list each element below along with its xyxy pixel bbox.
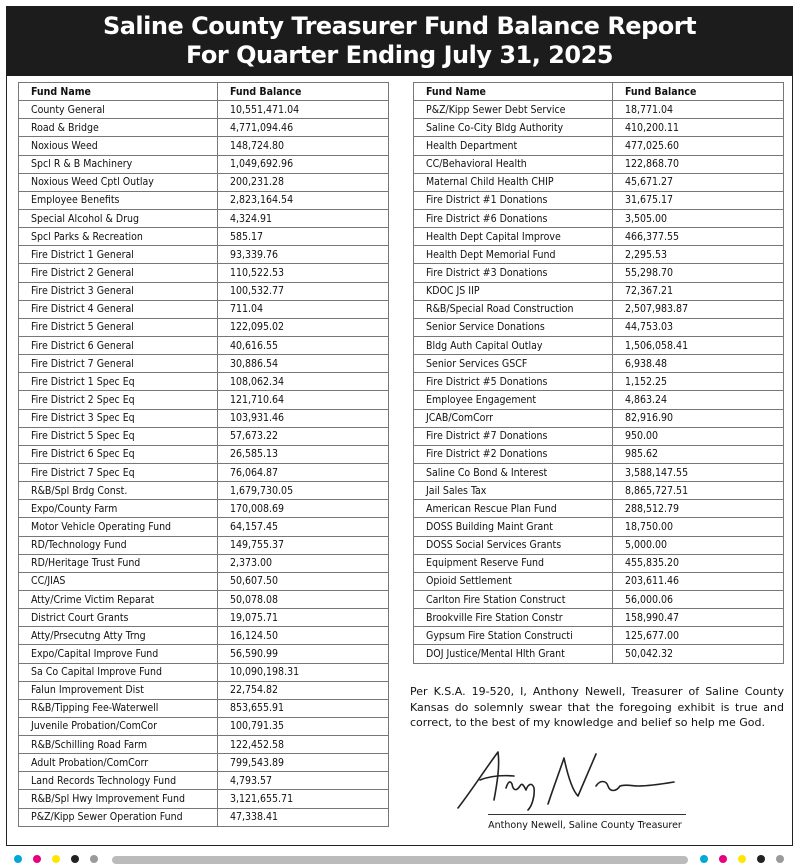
fund-name-cell: Saline Co Bond & Interest <box>414 463 613 481</box>
fund-name-cell: District Court Grants <box>19 609 218 627</box>
table-row <box>414 627 784 645</box>
fund-name-cell: Spcl Parks & Recreation <box>19 228 218 246</box>
table-row <box>414 173 784 191</box>
registration-dot <box>90 855 98 863</box>
fund-balance-cell: 148,724.80 <box>218 137 389 155</box>
table-row <box>19 663 389 681</box>
fund-name-cell: County General <box>19 101 218 119</box>
fund-name-cell: P&Z/Kipp Sewer Debt Service <box>414 101 613 119</box>
fund-balance-cell: 288,512.79 <box>613 500 784 518</box>
table-row <box>19 627 389 645</box>
table-row <box>414 482 784 500</box>
table-row <box>19 119 389 137</box>
table-row <box>19 590 389 608</box>
fund-balance-cell: 64,157.45 <box>218 518 389 536</box>
fund-name-cell: P&Z/Kipp Sewer Operation Fund <box>19 808 218 826</box>
fund-balance-cell: 10,090,198.31 <box>218 663 389 681</box>
table-row <box>414 155 784 173</box>
fund-name-cell: JCAB/ComCorr <box>414 409 613 427</box>
fund-name-cell: Fire District 2 Spec Eq <box>19 391 218 409</box>
table-row <box>19 463 389 481</box>
table-row <box>414 445 784 463</box>
attestation-statement: Per K.S.A. 19-520, I, Anthony Newell, Treasurer of Saline County Kansas do solemnly swear that the foregoing exhibit is true and correct, to the best of my knowledge and belief so help me God. <box>410 685 784 729</box>
fund-name-cell: DOJ Justice/Mental Hlth Grant <box>414 645 613 663</box>
fund-balance-cell: 4,771,094.46 <box>218 119 389 137</box>
table-row <box>414 373 784 391</box>
fund-name-cell: Sa Co Capital Improve Fund <box>19 663 218 681</box>
fund-balance-cell: 149,755.37 <box>218 536 389 554</box>
fund-balance-cell: 2,373.00 <box>218 554 389 572</box>
fund-name-cell: Fire District 5 General <box>19 318 218 336</box>
fund-name-cell: Fire District 1 Spec Eq <box>19 373 218 391</box>
fund-name-cell: Fire District 6 General <box>19 336 218 354</box>
fund-balance-cell: 47,338.41 <box>218 808 389 826</box>
fund-name-cell: Fire District #1 Donations <box>414 191 613 209</box>
fund-balance-cell: 57,673.22 <box>218 427 389 445</box>
fund-balance-cell: 122,868.70 <box>613 155 784 173</box>
table-row <box>414 427 784 445</box>
fund-balance-cell: 799,543.89 <box>218 754 389 772</box>
fund-name-cell: Health Dept Memorial Fund <box>414 246 613 264</box>
table-row <box>414 355 784 373</box>
fund-balance-cell: 4,863.24 <box>613 391 784 409</box>
fund-balance-cell: 10,551,471.04 <box>218 101 389 119</box>
fund-balance-cell: 3,588,147.55 <box>613 463 784 481</box>
table-row <box>19 101 389 119</box>
table-row <box>414 500 784 518</box>
fund-balance-cell: 200,231.28 <box>218 173 389 191</box>
fund-balance-cell: 170,008.69 <box>218 500 389 518</box>
fund-balance-cell: 985.62 <box>613 445 784 463</box>
table-row <box>19 173 389 191</box>
column-header-fund-balance: Fund Balance <box>218 83 389 101</box>
fund-balance-cell: 410,200.11 <box>613 119 784 137</box>
table-row <box>19 355 389 373</box>
fund-name-cell: R&B/Spl Brdg Const. <box>19 482 218 500</box>
table-row <box>414 264 784 282</box>
table-row <box>19 264 389 282</box>
fund-balance-cell: 56,590.99 <box>218 645 389 663</box>
report-header <box>6 6 793 76</box>
fund-name-cell: Fire District 4 General <box>19 300 218 318</box>
registration-dot <box>776 855 784 863</box>
fund-name-cell: Fire District #6 Donations <box>414 209 613 227</box>
table-row <box>19 209 389 227</box>
fund-name-cell: Noxious Weed <box>19 137 218 155</box>
registration-bar <box>112 856 688 864</box>
table-row <box>19 373 389 391</box>
report-title: Saline County Treasurer Fund Balance Report <box>102 12 697 40</box>
table-row <box>19 282 389 300</box>
fund-balance-cell: 8,865,727.51 <box>613 482 784 500</box>
fund-name-cell: Spcl R & B Machinery <box>19 155 218 173</box>
fund-balance-cell: 55,298.70 <box>613 264 784 282</box>
table-row <box>19 137 389 155</box>
table-row <box>19 391 389 409</box>
fund-balance-cell: 2,295.53 <box>613 246 784 264</box>
fund-name-cell: Fire District #2 Donations <box>414 445 613 463</box>
fund-name-cell: American Rescue Plan Fund <box>414 500 613 518</box>
fund-balance-cell: 3,505.00 <box>613 209 784 227</box>
fund-name-cell: Fire District 7 Spec Eq <box>19 463 218 481</box>
fund-balance-cell: 103,931.46 <box>218 409 389 427</box>
table-row <box>414 518 784 536</box>
fund-balance-cell: 1,152.25 <box>613 373 784 391</box>
table-row <box>19 808 389 826</box>
fund-name-cell: R&B/Special Road Construction <box>414 300 613 318</box>
table-row <box>414 536 784 554</box>
fund-name-cell: Noxious Weed Cptl Outlay <box>19 173 218 191</box>
table-row <box>19 717 389 735</box>
fund-balance-cell: 711.04 <box>218 300 389 318</box>
fund-balance-cell: 122,095.02 <box>218 318 389 336</box>
fund-name-cell: Jail Sales Tax <box>414 482 613 500</box>
fund-balance-cell: 44,753.03 <box>613 318 784 336</box>
fund-balance-cell: 22,754.82 <box>218 681 389 699</box>
table-row <box>19 772 389 790</box>
table-row <box>414 282 784 300</box>
fund-name-cell: Equipment Reserve Fund <box>414 554 613 572</box>
registration-dot <box>33 855 41 863</box>
fund-name-cell: Saline Co-City Bldg Authority <box>414 119 613 137</box>
fund-balance-cell: 4,793.57 <box>218 772 389 790</box>
table-row <box>19 500 389 518</box>
fund-balance-cell: 455,835.20 <box>613 554 784 572</box>
fund-name-cell: RD/Heritage Trust Fund <box>19 554 218 572</box>
fund-table-right <box>413 82 784 664</box>
column-header-fund-name: Fund Name <box>414 83 613 101</box>
registration-dot <box>757 855 765 863</box>
table-row <box>19 790 389 808</box>
fund-name-cell: Senior Service Donations <box>414 318 613 336</box>
fund-name-cell: DOSS Social Services Grants <box>414 536 613 554</box>
column-header-fund-balance: Fund Balance <box>613 83 784 101</box>
fund-name-cell: Fire District #5 Donations <box>414 373 613 391</box>
table-row <box>414 554 784 572</box>
table-header-row <box>19 83 389 101</box>
registration-dot <box>719 855 727 863</box>
fund-name-cell: Special Alcohol & Drug <box>19 209 218 227</box>
fund-balance-cell: 50,078.08 <box>218 590 389 608</box>
fund-name-cell: Senior Services GSCF <box>414 355 613 373</box>
fund-balance-cell: 30,886.54 <box>218 355 389 373</box>
fund-balance-cell: 121,710.64 <box>218 391 389 409</box>
fund-name-cell: R&B/Spl Hwy Improvement Fund <box>19 790 218 808</box>
fund-balance-cell: 2,507,983.87 <box>613 300 784 318</box>
fund-balance-cell: 56,000.06 <box>613 590 784 608</box>
table-row <box>414 391 784 409</box>
table-row <box>414 590 784 608</box>
table-row <box>19 191 389 209</box>
table-row <box>19 409 389 427</box>
fund-name-cell: Adult Probation/ComCorr <box>19 754 218 772</box>
fund-balance-cell: 158,990.47 <box>613 609 784 627</box>
table-row <box>19 699 389 717</box>
table-row <box>19 681 389 699</box>
table-row <box>414 463 784 481</box>
fund-balance-cell: 1,506,058.41 <box>613 336 784 354</box>
fund-balance-cell: 76,064.87 <box>218 463 389 481</box>
table-row <box>414 318 784 336</box>
fund-name-cell: Fire District 5 Spec Eq <box>19 427 218 445</box>
fund-name-cell: Fire District #3 Donations <box>414 264 613 282</box>
table-row <box>414 101 784 119</box>
treasurer-signature <box>450 742 680 814</box>
table-row <box>19 427 389 445</box>
fund-balance-cell: 108,062.34 <box>218 373 389 391</box>
fund-balance-cell: 72,367.21 <box>613 282 784 300</box>
table-row <box>414 609 784 627</box>
fund-balance-cell: 45,671.27 <box>613 173 784 191</box>
table-row <box>19 754 389 772</box>
fund-balance-cell: 82,916.90 <box>613 409 784 427</box>
table-row <box>414 572 784 590</box>
column-header-fund-name: Fund Name <box>19 83 218 101</box>
fund-name-cell: Fire District 3 General <box>19 282 218 300</box>
fund-name-cell: R&B/Tipping Fee-Waterwell <box>19 699 218 717</box>
fund-name-cell: CC/JIAS <box>19 572 218 590</box>
table-row <box>19 228 389 246</box>
fund-name-cell: Health Dept Capital Improve <box>414 228 613 246</box>
fund-name-cell: Employee Benefits <box>19 191 218 209</box>
fund-balance-cell: 31,675.17 <box>613 191 784 209</box>
fund-balance-cell: 5,000.00 <box>613 536 784 554</box>
fund-balance-cell: 50,042.32 <box>613 645 784 663</box>
report-subtitle: For Quarter Ending July 31, 2025 <box>186 41 613 69</box>
fund-name-cell: Fire District #7 Donations <box>414 427 613 445</box>
fund-name-cell: Land Records Technology Fund <box>19 772 218 790</box>
fund-balance-cell: 100,532.77 <box>218 282 389 300</box>
fund-name-cell: Health Department <box>414 137 613 155</box>
fund-table-left <box>18 82 389 827</box>
fund-balance-cell: 203,611.46 <box>613 572 784 590</box>
fund-name-cell: Opioid Settlement <box>414 572 613 590</box>
fund-balance-cell: 40,616.55 <box>218 336 389 354</box>
fund-name-cell: Maternal Child Health CHIP <box>414 173 613 191</box>
fund-balance-cell: 6,938.48 <box>613 355 784 373</box>
table-row <box>19 572 389 590</box>
fund-name-cell: Gypsum Fire Station Constructi <box>414 627 613 645</box>
fund-balance-cell: 122,452.58 <box>218 736 389 754</box>
registration-dot <box>738 855 746 863</box>
fund-name-cell: Expo/Capital Improve Fund <box>19 645 218 663</box>
table-row <box>414 137 784 155</box>
fund-balance-cell: 466,377.55 <box>613 228 784 246</box>
table-row <box>19 445 389 463</box>
signature-caption: Anthony Newell, Saline County Treasurer <box>488 820 682 831</box>
fund-name-cell: KDOC JS IIP <box>414 282 613 300</box>
table-row <box>19 736 389 754</box>
table-row <box>19 300 389 318</box>
table-row <box>19 518 389 536</box>
table-row <box>414 300 784 318</box>
registration-dot <box>14 855 22 863</box>
fund-name-cell: Atty/Crime Victim Reparat <box>19 590 218 608</box>
table-row <box>19 336 389 354</box>
fund-balance-cell: 50,607.50 <box>218 572 389 590</box>
table-row <box>414 209 784 227</box>
fund-name-cell: Road & Bridge <box>19 119 218 137</box>
table-row <box>414 119 784 137</box>
fund-name-cell: Fire District 1 General <box>19 246 218 264</box>
fund-balance-cell: 3,121,655.71 <box>218 790 389 808</box>
fund-balance-cell: 1,049,692.96 <box>218 155 389 173</box>
fund-name-cell: DOSS Building Maint Grant <box>414 518 613 536</box>
table-row <box>19 645 389 663</box>
table-row <box>19 155 389 173</box>
fund-name-cell: Juvenile Probation/ComCor <box>19 717 218 735</box>
table-row <box>19 318 389 336</box>
fund-name-cell: Brookville Fire Station Constr <box>414 609 613 627</box>
table-header-row <box>414 83 784 101</box>
fund-name-cell: Fire District 7 General <box>19 355 218 373</box>
table-row <box>414 336 784 354</box>
fund-balance-cell: 16,124.50 <box>218 627 389 645</box>
fund-balance-cell: 585.17 <box>218 228 389 246</box>
fund-name-cell: Motor Vehicle Operating Fund <box>19 518 218 536</box>
fund-name-cell: Employee Engagement <box>414 391 613 409</box>
fund-name-cell: R&B/Schilling Road Farm <box>19 736 218 754</box>
fund-name-cell: Fire District 3 Spec Eq <box>19 409 218 427</box>
fund-name-cell: Atty/Prsecutng Atty Trng <box>19 627 218 645</box>
fund-name-cell: Expo/County Farm <box>19 500 218 518</box>
fund-balance-cell: 4,324.91 <box>218 209 389 227</box>
fund-balance-cell: 125,677.00 <box>613 627 784 645</box>
fund-balance-cell: 853,655.91 <box>218 699 389 717</box>
signature-line <box>488 814 686 815</box>
fund-balance-cell: 950.00 <box>613 427 784 445</box>
table-row <box>19 246 389 264</box>
fund-balance-cell: 1,679,730.05 <box>218 482 389 500</box>
fund-name-cell: Bldg Auth Capital Outlay <box>414 336 613 354</box>
fund-balance-cell: 26,585.13 <box>218 445 389 463</box>
fund-name-cell: RD/Technology Fund <box>19 536 218 554</box>
table-row <box>414 645 784 663</box>
table-row <box>19 536 389 554</box>
fund-balance-cell: 100,791.35 <box>218 717 389 735</box>
registration-dot <box>52 855 60 863</box>
fund-balance-cell: 477,025.60 <box>613 137 784 155</box>
fund-name-cell: Carlton Fire Station Construct <box>414 590 613 608</box>
registration-dot <box>71 855 79 863</box>
fund-balance-cell: 2,823,164.54 <box>218 191 389 209</box>
fund-name-cell: Fire District 2 General <box>19 264 218 282</box>
table-row <box>414 228 784 246</box>
fund-balance-cell: 18,750.00 <box>613 518 784 536</box>
fund-name-cell: CC/Behavioral Health <box>414 155 613 173</box>
fund-balance-cell: 93,339.76 <box>218 246 389 264</box>
fund-balance-cell: 19,075.71 <box>218 609 389 627</box>
table-row <box>414 246 784 264</box>
registration-dot <box>700 855 708 863</box>
fund-balance-cell: 18,771.04 <box>613 101 784 119</box>
table-row <box>19 609 389 627</box>
table-row <box>19 554 389 572</box>
fund-name-cell: Falun Improvement Dist <box>19 681 218 699</box>
table-row <box>19 482 389 500</box>
table-row <box>414 191 784 209</box>
table-row <box>414 409 784 427</box>
fund-balance-cell: 110,522.53 <box>218 264 389 282</box>
fund-name-cell: Fire District 6 Spec Eq <box>19 445 218 463</box>
